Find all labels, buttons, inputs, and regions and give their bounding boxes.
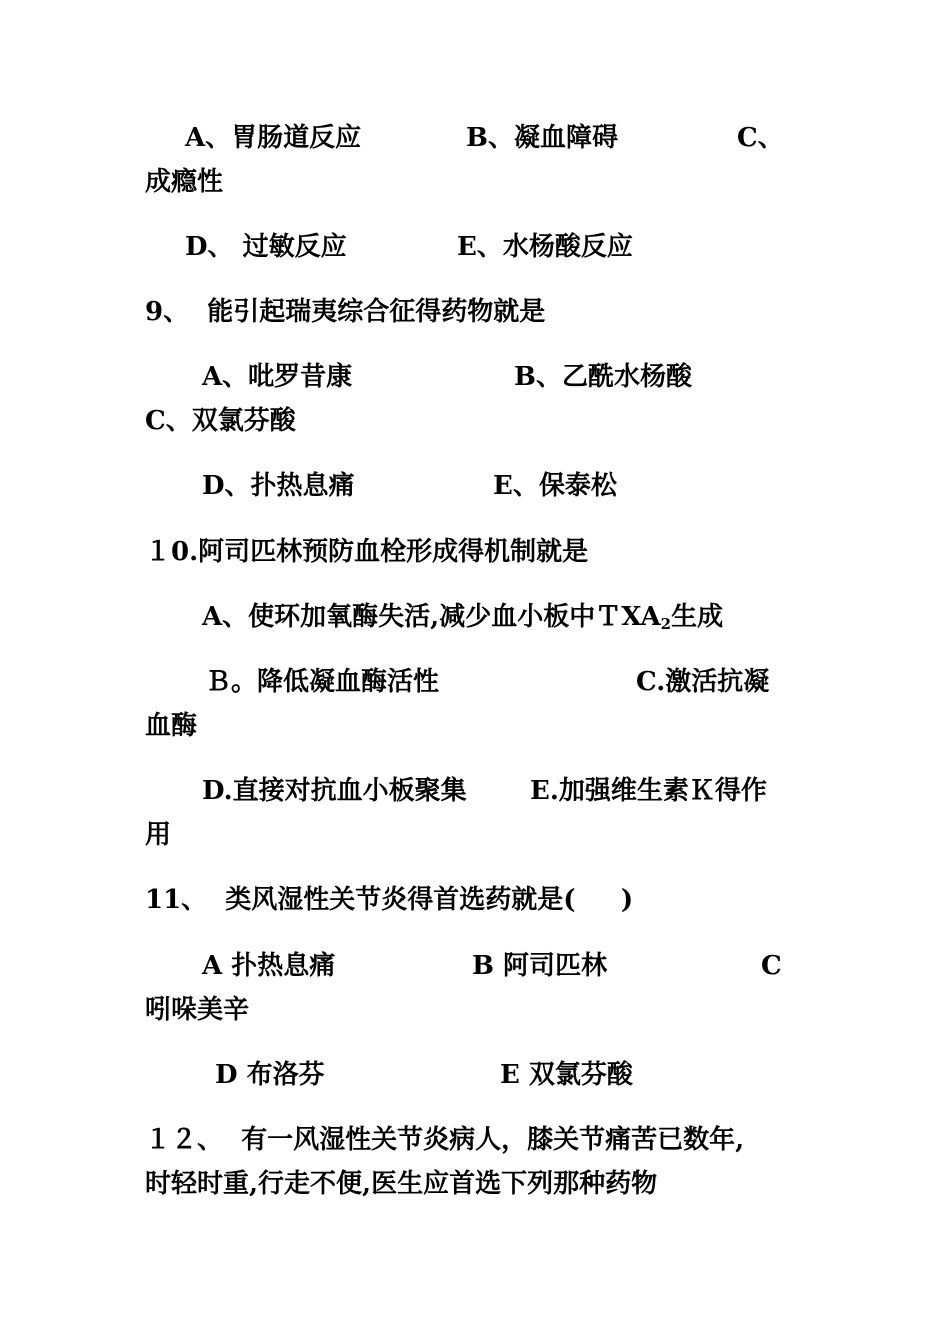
q11-stem: 11、 类风湿性关节炎得首选药就是( ) (145, 885, 634, 915)
q10-option-a (202, 600, 723, 641)
q9-option-e: E、保泰松 (493, 471, 617, 501)
q12-stem-line1: １２、 有一风湿性关节炎病人，膝关节痛苦已数年, (145, 1125, 745, 1155)
q8-option-c: C、 (737, 123, 784, 153)
q10-option-e: E.加强维生素Ｋ得作 (530, 776, 767, 806)
q8-option-b: B、凝血障碍 (466, 123, 618, 153)
q10-option-a-suffix: 生成 (671, 602, 724, 632)
q9-stem: 9、 能引起瑞夷综合征得药物就是 (145, 297, 546, 327)
q10-option-a-text: A、使环加氧酶失活,减少血小板中ＴXA (202, 602, 661, 632)
q8-option-e: E、水杨酸反应 (457, 232, 633, 262)
q10-stem: １0.阿司匹林预防血栓形成得机制就是 (145, 537, 589, 567)
q11-option-e: E 双氯芬酸 (500, 1060, 633, 1090)
q10-option-d: D.直接对抗血小板聚集 (202, 776, 467, 806)
q10-option-c: C.激活抗凝 (636, 667, 770, 697)
q8-option-d: D、 过敏反应 (185, 232, 347, 262)
q9-option-d: D、扑热息痛 (202, 471, 355, 501)
q11-option-c: C (761, 951, 782, 981)
q9-option-a: A、吡罗昔康 (202, 362, 353, 392)
q8-option-c-wrap: 成瘾性 (145, 167, 224, 197)
q10-option-a-subscript: 2 (660, 615, 672, 633)
q11-option-d: D 布洛芬 (215, 1060, 325, 1090)
q9-option-b: B、乙酰水杨酸 (514, 362, 692, 392)
q12-stem-line2: 时轻时重,行走不便,医生应首选下列那种药物 (145, 1169, 658, 1199)
q11-option-a: A 扑热息痛 (202, 951, 336, 981)
q9-option-c: C、双氯芬酸 (145, 406, 296, 436)
q10-option-b: Ｂ。降低凝血酶活性 (205, 667, 440, 697)
q8-option-a: A、胃肠道反应 (185, 123, 362, 153)
q11-option-c-wrap: 吲哚美辛 (145, 995, 250, 1025)
q10-option-c-wrap: 血酶 (145, 711, 198, 741)
q10-option-e-wrap: 用 (145, 820, 172, 850)
q11-option-b: B 阿司匹林 (472, 951, 608, 981)
